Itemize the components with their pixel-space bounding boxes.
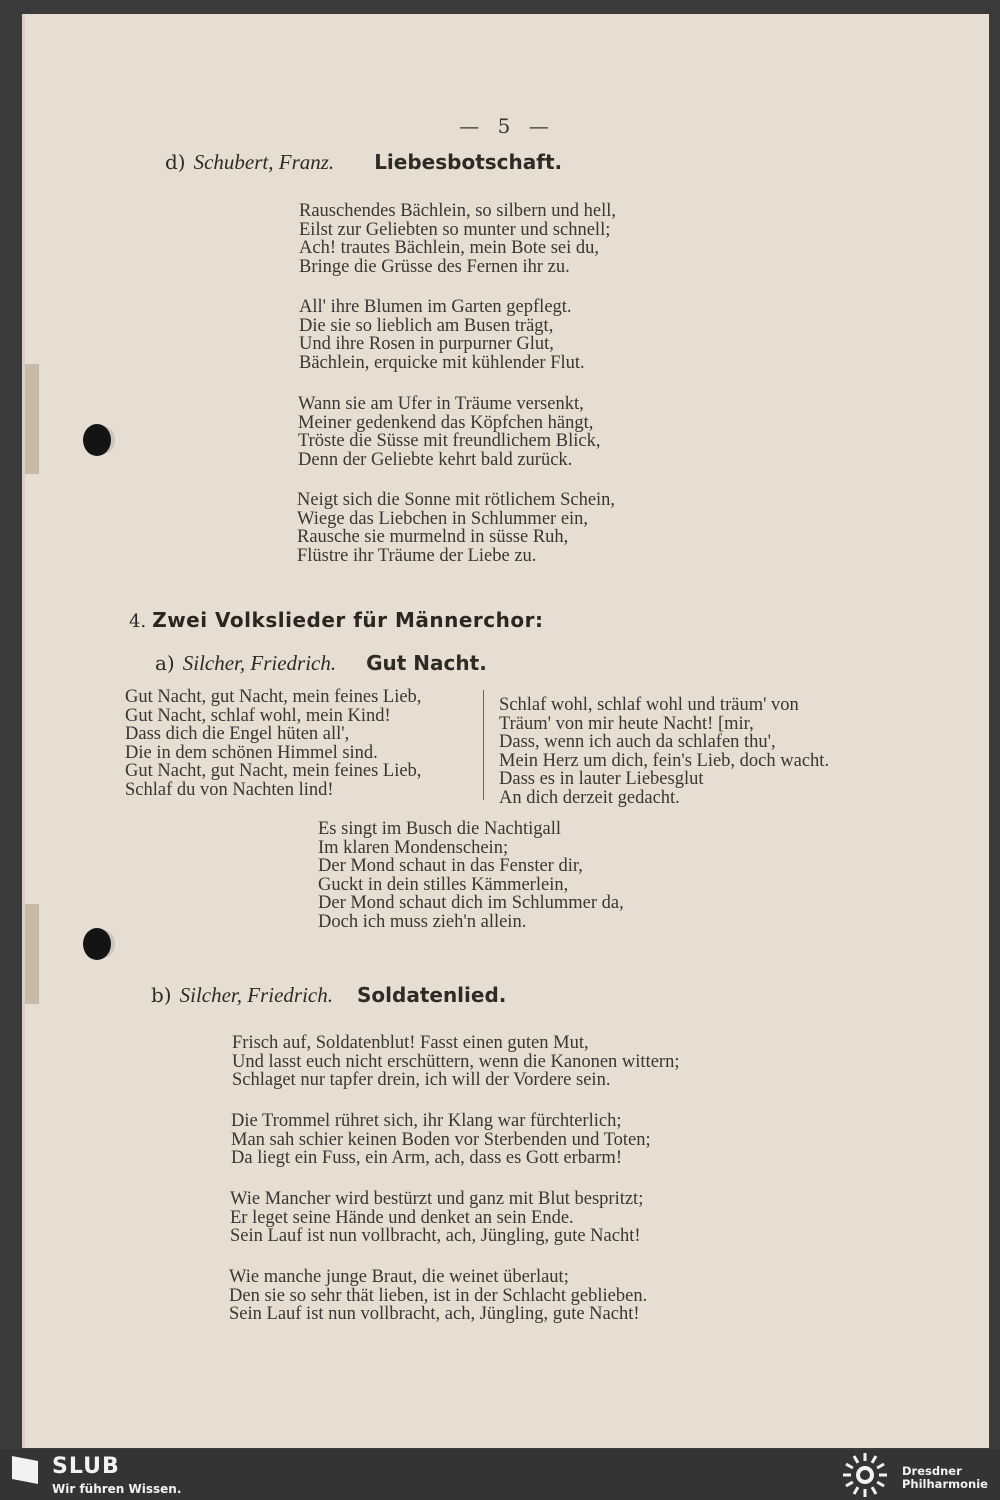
tape-mark-upper: [25, 364, 39, 474]
verse-line: Da liegt ein Fuss, ein Arm, ach, dass es Gott erbarm!: [231, 1148, 622, 1168]
verse-line: Rausche sie murmelnd in süsse Ruh,: [297, 527, 569, 547]
verse-line: Doch ich muss zieh'n allein.: [318, 911, 527, 932]
punch-hole-upper: [83, 424, 111, 456]
verse-line: Ach! trautes Bächlein, mein Bote sei du,: [299, 238, 600, 258]
philharmonie-line-2: Philharmonie: [902, 1477, 988, 1491]
verse-line: Die sie so lieblich am Busen trägt,: [299, 315, 554, 336]
verse-line: Träum' von mir heute Nacht! [mir,: [499, 713, 754, 734]
song-d-stanza-3: [298, 395, 601, 469]
verse-line: Sein Lauf ist nun vollbracht, ach, Jüngling, gute Nacht!: [229, 1304, 640, 1324]
song-b-index: b): [151, 983, 172, 1007]
verse-line: Guckt in dein stilles Kämmerlein,: [318, 874, 569, 895]
song-d-stanza-4: [297, 491, 615, 565]
section-4-number: 4.: [129, 611, 147, 632]
verse-line: Denn der Geliebte kehrt bald zurück.: [298, 449, 573, 470]
section-4-heading: [129, 608, 543, 632]
verse-line: Schlaf du von Nachten lind!: [125, 779, 334, 800]
verse-line: Neigt sich die Sonne mit rötlichem Schein,: [297, 490, 616, 510]
philharmonie-logo-icon[interactable]: [842, 1452, 888, 1498]
song-a-title: Gut Nacht.: [366, 651, 487, 675]
verse-line: Bringe die Grüsse des Fernen ihr zu.: [299, 256, 570, 277]
song-d-index: d): [165, 150, 186, 174]
song-a-index: a): [155, 651, 175, 675]
punch-hole-lower: [83, 928, 111, 960]
song-d-title: Liebesbotschaft.: [374, 150, 563, 174]
song-d-stanza-2: [299, 298, 585, 372]
slub-logo-text[interactable]: SLUB: [52, 1454, 120, 1479]
verse-line: An dich derzeit gedacht.: [499, 787, 680, 808]
section-4-title: Zwei Volkslieder für Männerchor:: [152, 608, 544, 632]
verse-line: Gut Nacht, gut Nacht, mein feines Lieb,: [125, 761, 422, 781]
verse-line: Man sah schier keinen Boden vor Sterbenden und Toten;: [231, 1129, 651, 1150]
song-b-stanza-1: [232, 1034, 679, 1090]
song-d-stanza-1: [299, 202, 616, 276]
verse-line: Die Trommel rühret sich, ihr Klang war fürchterlich;: [231, 1111, 622, 1131]
philharmonie-logo-text[interactable]: [902, 1465, 988, 1491]
verse-line: Wie Mancher wird bestürzt und ganz mit Blut bespritzt;: [230, 1189, 644, 1209]
song-b-heading: [151, 983, 506, 1008]
slub-tagline: Wir führen Wissen.: [52, 1482, 182, 1496]
verse-line: Dass, wenn ich auch da schlafen thu',: [499, 732, 776, 752]
song-d-composer: Schubert, Franz.: [193, 150, 335, 174]
tape-mark-lower: [25, 904, 39, 1004]
verse-line: Wiege das Liebchen in Schlummer ein,: [297, 508, 589, 529]
verse-line: Im klaren Mondenschein;: [318, 837, 509, 858]
verse-line: Frisch auf, Soldatenblut! Fasst einen guten Mut,: [232, 1033, 589, 1053]
verse-line: Und ihre Rosen in purpurner Glut,: [299, 334, 554, 354]
verse-line: Der Mond schaut dich im Schlummer da,: [318, 893, 624, 913]
verse-line: Rauschendes Bächlein, so silbern und hell,: [299, 201, 617, 221]
verse-line: Eilst zur Geliebten so munter und schnell;: [299, 219, 611, 240]
viewer-footer-bar: [0, 1450, 1000, 1500]
verse-line: Sein Lauf ist nun vollbracht, ach, Jüngling, gute Nacht!: [230, 1226, 641, 1246]
verse-line: Schlaget nur tapfer drein, ich will der Vordere sein.: [232, 1070, 611, 1090]
song-d-heading: [165, 150, 562, 175]
song-b-stanza-3: [230, 1190, 643, 1246]
verse-line: All' ihre Blumen im Garten gepflegt.: [299, 297, 572, 317]
verse-line: Den sie so sehr thät lieben, ist in der Schlacht geblieben.: [229, 1285, 648, 1306]
philharmonie-line-1: Dresdner: [902, 1464, 962, 1478]
song-b-stanza-2: [231, 1112, 651, 1168]
song-a-composer: Silcher, Friedrich.: [182, 651, 337, 675]
song-b-composer: Silcher, Friedrich.: [179, 983, 333, 1007]
verse-line: Und lasst euch nicht erschüttern, wenn die Kanonen wittern;: [232, 1051, 680, 1072]
verse-line: Der Mond schaut in das Fenster dir,: [318, 856, 583, 876]
verse-line: Gut Nacht, schlaf wohl, mein Kind!: [125, 705, 391, 726]
verse-line: Meiner gedenkend das Köpfchen hängt,: [298, 412, 594, 433]
verse-line: Dass es in lauter Liebesglut: [499, 769, 704, 789]
verse-line: Bächlein, erquicke mit kühlender Flut.: [299, 352, 585, 373]
document-page: [22, 14, 989, 1448]
verse-line: Dass dich die Engel hüten all',: [125, 724, 350, 744]
verse-line: Die in dem schönen Himmel sind.: [125, 742, 378, 763]
verse-line: Es singt im Busch die Nachtigall: [318, 819, 562, 839]
song-a-left-column: [125, 688, 421, 799]
verse-line: Schlaf wohl, schlaf wohl und träum' von: [499, 695, 799, 715]
verse-line: Tröste die Süsse mit freundlichem Blick,: [298, 431, 601, 451]
song-b-stanza-4: [229, 1268, 647, 1324]
slub-logo-icon[interactable]: [12, 1456, 38, 1484]
song-a-heading: [155, 651, 487, 676]
verse-line: Flüstre ihr Träume der Liebe zu.: [297, 545, 537, 566]
verse-line: Gut Nacht, gut Nacht, mein feines Lieb,: [125, 687, 422, 707]
song-a-right-column: [499, 696, 829, 807]
column-divider: [483, 690, 484, 800]
verse-line: Mein Herz um dich, fein's Lieb, doch wacht.: [499, 750, 830, 771]
page-number: — 5 —: [459, 114, 555, 138]
song-a-center-stanza: [318, 820, 624, 931]
verse-line: Wann sie am Ufer in Träume versenkt,: [298, 394, 584, 414]
song-b-title: Soldatenlied.: [357, 983, 507, 1007]
verse-line: Er leget seine Hände und denket an sein Ende.: [230, 1207, 574, 1228]
verse-line: Wie manche junge Braut, die weinet überlaut;: [229, 1267, 569, 1287]
